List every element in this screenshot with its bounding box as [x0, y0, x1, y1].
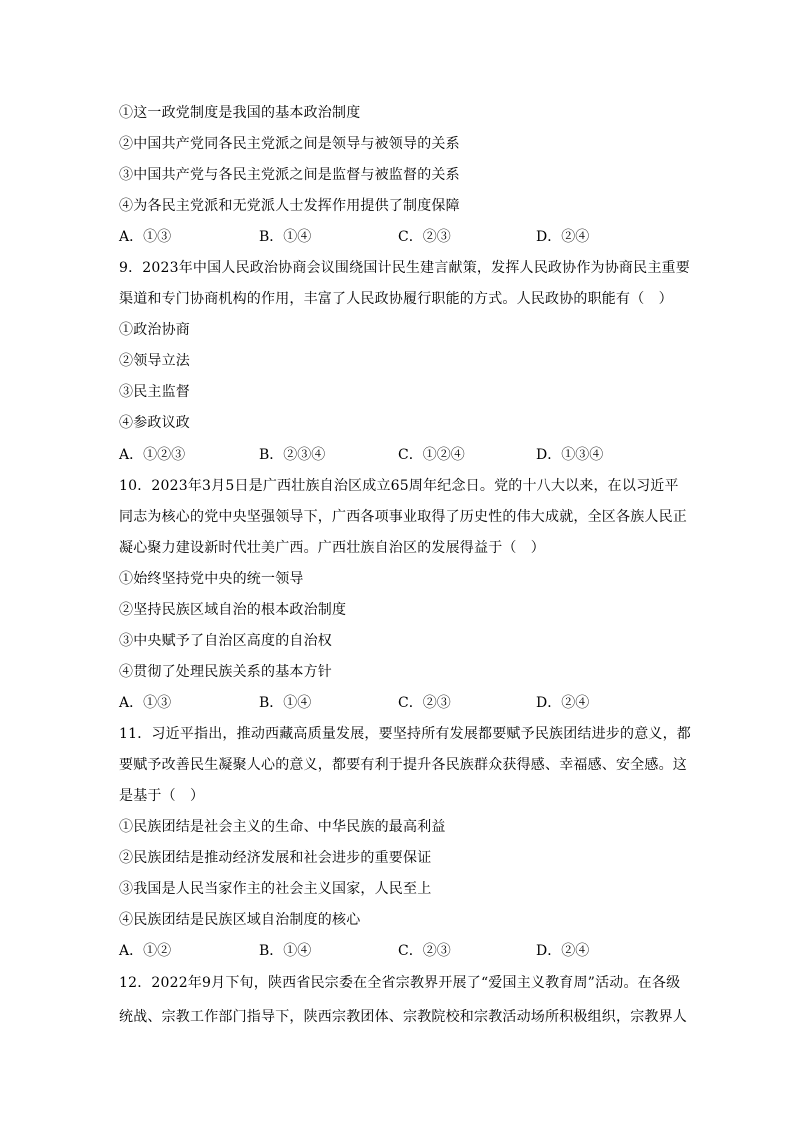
- q10-statement-4: ④贯彻了处理民族关系的基本方针: [119, 664, 332, 680]
- q8-option-a: A．①③: [119, 229, 172, 245]
- q10-statement-1: ①始终坚持党中央的统一领导: [119, 571, 304, 587]
- q12-stem-line-2: 统战、宗教工作部门指导下，陕西宗教团体、宗教院校和宗教活动场所积极组织，宗教界人: [119, 1009, 687, 1025]
- q12-stem-line-1: 12．2022年9月下旬，陕西省民宗委在全省宗教界开展了“爱国主义教育周”活动。在各级: [119, 975, 681, 991]
- q8-options: [119, 227, 681, 247]
- q10-stem-line-1: 10．2023年3月5日是广西壮族自治区成立65周年纪念日。党的十八大以来，在以习近平: [119, 478, 679, 494]
- q9-stem-line-2: 渠道和专门协商机构的作用，丰富了人民政协履行职能的方式。人民政协的职能有（ ）: [119, 291, 673, 307]
- q8-option-d: D．②④: [536, 229, 590, 245]
- q11-option-c: C．②③: [398, 943, 451, 959]
- q9-option-d: D．①③④: [536, 447, 604, 463]
- q10-option-b: B．①④: [259, 695, 312, 711]
- q8-option-b: B．①④: [259, 229, 312, 245]
- q8-statement-3: ③中国共产党与各民主党派之间是监督与被监督的关系: [119, 167, 460, 183]
- q10-statement-3: ③中央赋予了自治区高度的自治权: [119, 633, 332, 649]
- q11-statement-1: ①民族团结是社会主义的生命、中华民族的最高利益: [119, 819, 446, 835]
- q11-option-d: D．②④: [536, 943, 590, 959]
- q11-stem-line-1: 11．习近平指出，推动西藏高质量发展，要坚持所有发展都要赋予民族团结进步的意义，都: [119, 726, 692, 742]
- q9-options: [119, 445, 681, 465]
- q11-statement-2: ②民族团结是推动经济发展和社会进步的重要保证: [119, 850, 432, 866]
- q10-stem-line-3: 凝心聚力建设新时代壮美广西。广西壮族自治区的发展得益于（ ）: [119, 540, 545, 556]
- q11-option-b: B．①④: [259, 943, 312, 959]
- q10-statement-2: ②坚持民族区域自治的根本政治制度: [119, 602, 347, 618]
- q11-stem-line-2: 要赋予改善民生凝聚人心的意义，都要有利于提升各民族群众获得感、幸福感、安全感。这: [119, 757, 687, 773]
- q11-statement-4: ④民族团结是民族区域自治制度的核心: [119, 912, 361, 928]
- q9-option-c: C．①②④: [398, 447, 465, 463]
- q11-options: [119, 941, 681, 961]
- q10-option-c: C．②③: [398, 695, 451, 711]
- q9-statement-4: ④参政议政: [119, 415, 190, 431]
- q10-stem-line-2: 同志为核心的党中央坚强领导下，广西各项事业取得了历史性的伟大成就，全区各族人民正: [119, 509, 687, 525]
- q10-option-d: D．②④: [536, 695, 590, 711]
- q8-statement-2: ②中国共产党同各民主党派之间是领导与被领导的关系: [119, 136, 460, 152]
- q10-options: [119, 693, 681, 713]
- q11-stem-line-3: 是基于（ ）: [119, 788, 205, 804]
- q11-statement-3: ③我国是人民当家作主的社会主义国家，人民至上: [119, 881, 432, 897]
- q11-option-a: A．①②: [119, 943, 172, 959]
- q10-option-a: A．①③: [119, 695, 172, 711]
- q9-statement-1: ①政治协商: [119, 322, 190, 338]
- q9-statement-3: ③民主监督: [119, 384, 190, 400]
- q8-statement-1: ①这一政党制度是我国的基本政治制度: [119, 105, 361, 121]
- q8-statement-4: ④为各民主党派和无党派人士发挥作用提供了制度保障: [119, 198, 460, 214]
- q9-statement-2: ②领导立法: [119, 353, 190, 369]
- q9-option-a: A．①②③: [119, 447, 186, 463]
- q9-stem-line-1: 9．2023年中国人民政治协商会议围绕国计民生建言献策，发挥人民政协作为协商民主重要: [119, 260, 690, 276]
- q8-option-c: C．②③: [398, 229, 451, 245]
- q9-option-b: B．②③④: [259, 447, 326, 463]
